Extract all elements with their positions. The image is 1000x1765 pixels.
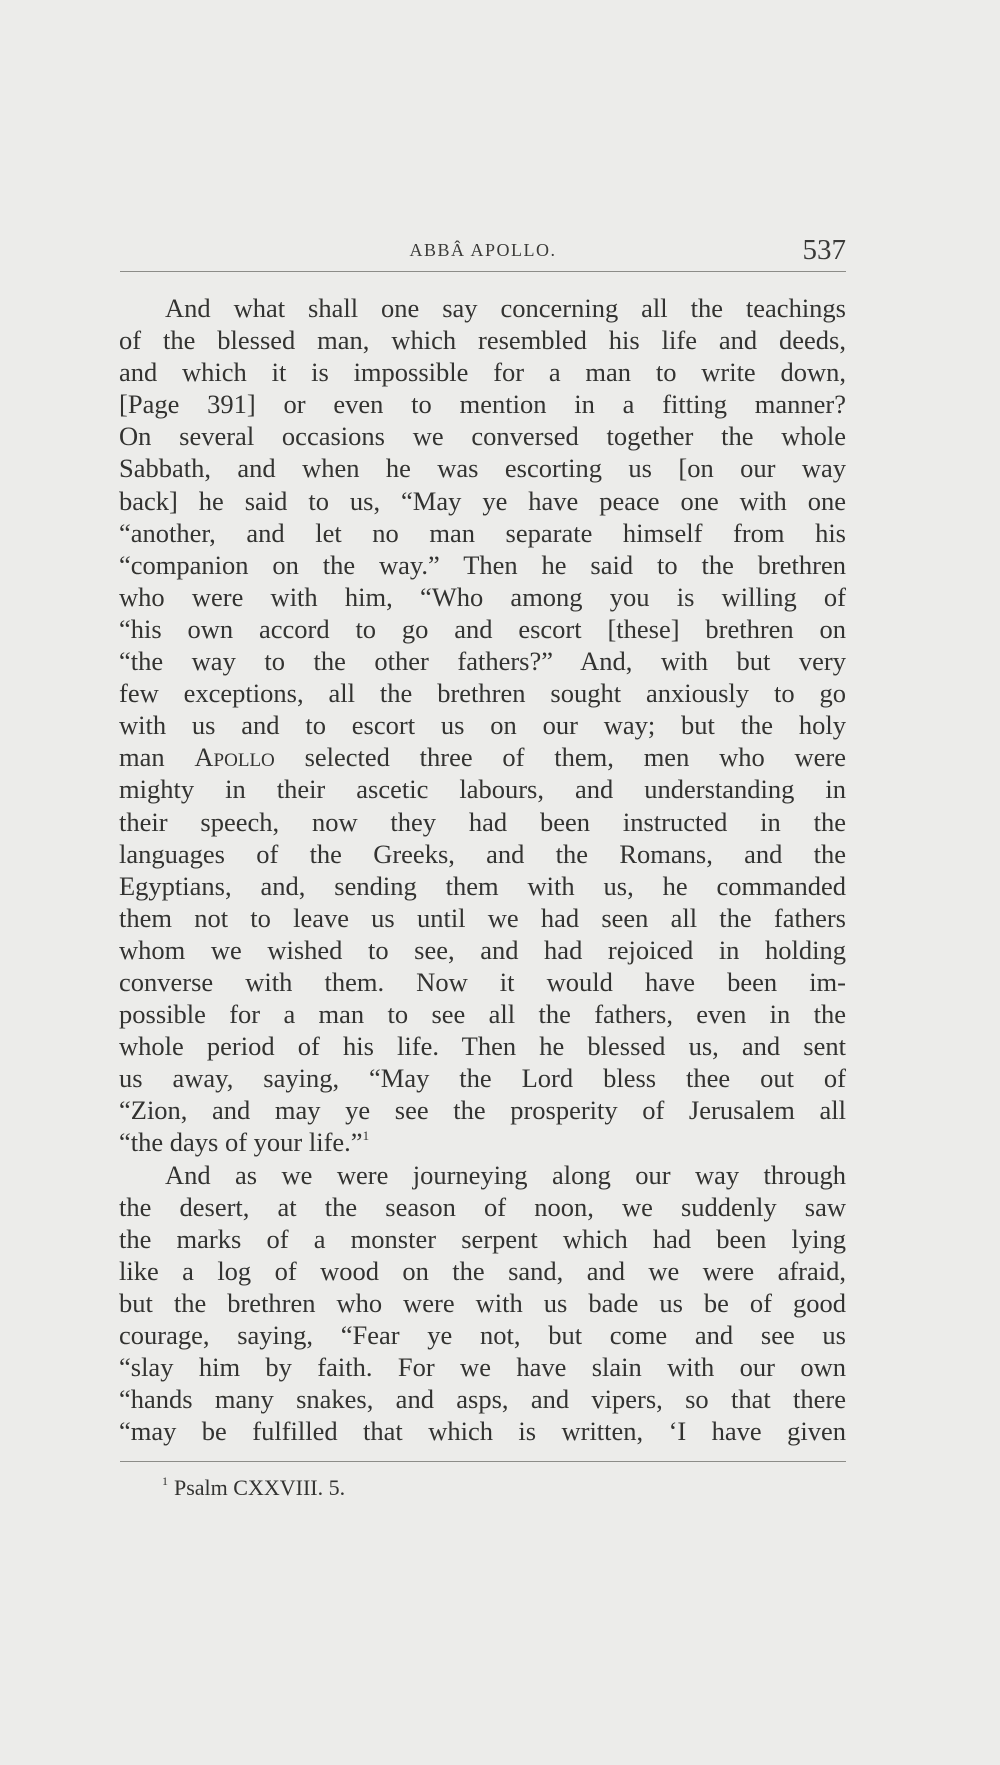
- text-line: possible for a man to see all the fathers, even in the: [119, 999, 846, 1030]
- footnote-marker: 1: [162, 1474, 168, 1488]
- text-line: Sabbath, and when he was escorting us [on our way: [119, 453, 846, 484]
- text-line: “the way to the other fathers?” And, with but very: [119, 646, 846, 677]
- text-segment: “the days of your life.”: [119, 1127, 363, 1158]
- text-line: the marks of a monster serpent which had been lying: [119, 1223, 846, 1254]
- text-line: Egyptians, and, sending them with us, he commanded: [119, 870, 846, 901]
- text-line: but the brethren who were with us bade us be of good: [119, 1287, 846, 1318]
- text-line: And what shall one say concerning all the teachings: [165, 293, 846, 323]
- text-line: On several occasions we conversed together the whole: [119, 421, 846, 452]
- text-line: “his own accord to go and escort [these] brethren on: [119, 613, 846, 644]
- header-rule: [120, 271, 846, 272]
- text-segment: man: [119, 742, 195, 773]
- text-line: and which it is impossible for a man to write down,: [119, 357, 846, 388]
- text-line: languages of the Greeks, and the Romans, and the: [119, 838, 846, 869]
- text-line: [Page 391] or even to mention in a fitting manner?: [119, 389, 846, 420]
- text-line: “slay him by faith. For we have slain with our own: [119, 1352, 846, 1383]
- text-line: their speech, now they had been instructed in the: [119, 806, 846, 837]
- running-head: [120, 234, 846, 274]
- text-line: “may be fulfilled that which is written, ‘I have given: [119, 1416, 846, 1447]
- text-line: with us and to escort us on our way; but the holy: [119, 710, 846, 741]
- footnote-text: Psalm CXXVIII. 5.: [174, 1475, 346, 1500]
- text-line: few exceptions, all the brethren sought anxiously to go: [119, 678, 846, 709]
- text-segment: selected three of them, men who were: [274, 742, 847, 773]
- text-line: “another, and let no man separate himself from his: [119, 517, 846, 548]
- text-line: courage, saying, “Fear ye not, but come and see us: [119, 1320, 846, 1350]
- text-line: mighty in their ascetic labours, and understanding in: [119, 774, 846, 805]
- text-line: [119, 741, 846, 773]
- footnote-rule: [120, 1461, 846, 1462]
- running-title: ABBÂ APOLLO.: [409, 240, 557, 260]
- text-line: “hands many snakes, and asps, and vipers, so that there: [119, 1384, 846, 1415]
- text-line: like a log of wood on the sand, and we were afraid,: [119, 1255, 846, 1286]
- text-line: “companion on the way.” Then he said to the brethren: [119, 549, 846, 580]
- footnote: [162, 1474, 345, 1501]
- name-apollo: Apollo: [194, 742, 275, 773]
- text-line: [119, 1126, 846, 1158]
- text-line: whom we wished to see, and had rejoiced in holding: [119, 934, 846, 965]
- text-line: back] he said to us, “May ye have peace one with one: [119, 485, 846, 516]
- page-number: 537: [802, 234, 846, 266]
- body-text: [119, 292, 846, 1447]
- text-line: who were with him, “Who among you is willing of: [119, 581, 846, 612]
- text-line: the desert, at the season of noon, we suddenly saw: [119, 1191, 846, 1222]
- text-line: whole period of his life. Then he blessed us, and sent: [119, 1031, 846, 1062]
- text-line: converse with them. Now it would have been im-: [119, 966, 846, 997]
- text-line: them not to leave us until we had seen all the fathers: [119, 902, 846, 933]
- footnote-reference[interactable]: 1: [362, 1128, 370, 1144]
- text-line: of the blessed man, which resembled his life and deeds,: [119, 325, 846, 356]
- text-line: And as we were journeying along our way through: [165, 1159, 846, 1190]
- text-line: us away, saying, “May the Lord bless thee out of: [119, 1063, 846, 1094]
- text-line: “Zion, and may ye see the prosperity of Jerusalem all: [119, 1095, 846, 1126]
